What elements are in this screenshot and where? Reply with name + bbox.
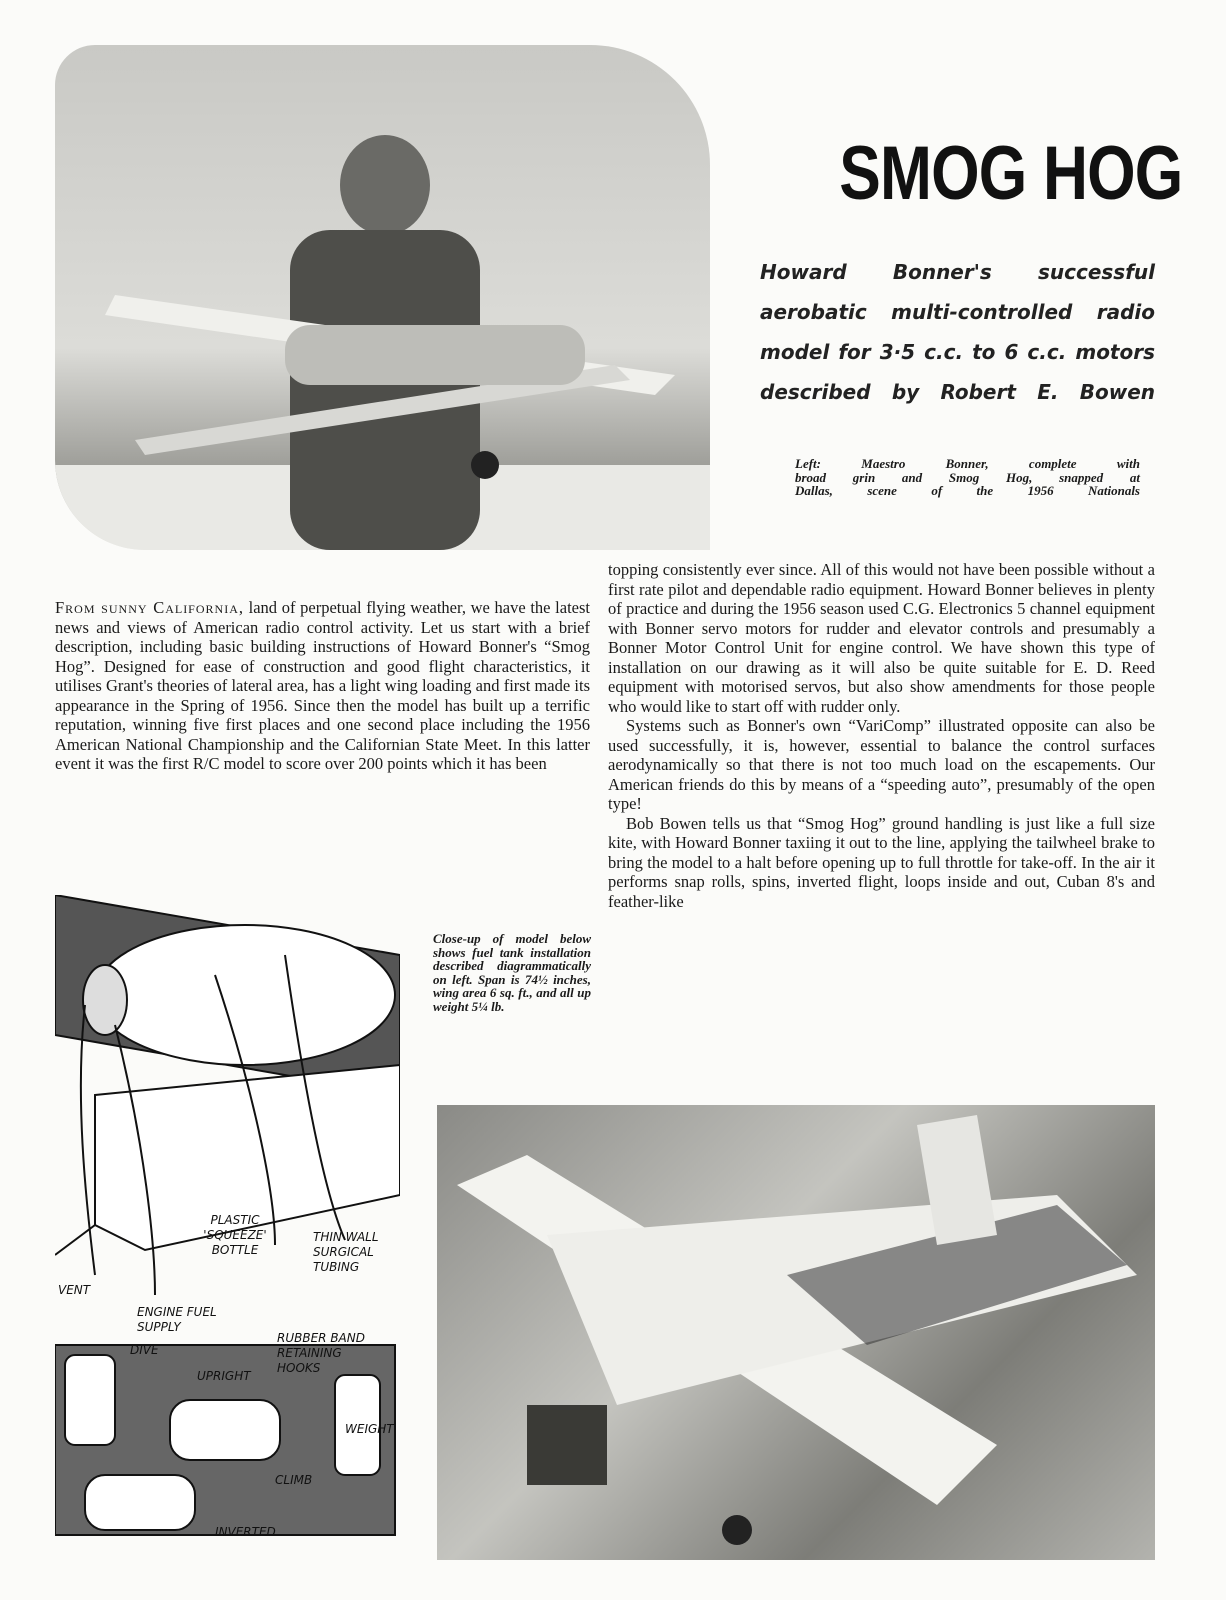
label-tubing: THIN WALL SURGICAL TUBING xyxy=(313,1230,379,1274)
caption-line: Left: Maestro Bonner, complete with xyxy=(795,456,1140,471)
model-closeup-illustration xyxy=(437,1105,1155,1560)
label-weight: WEIGHT xyxy=(345,1422,394,1436)
left-column-text xyxy=(55,598,590,774)
label-fuel-supply: ENGINE FUEL SUPPLY xyxy=(137,1305,217,1334)
diagram-caption: Close-up of model below shows fuel tank installation described diagrammatically on left. Span is 74½ inches, wing area 6 sq. ft., and all up weight 5¼ lb. xyxy=(433,931,591,1014)
label-dive: DIVE xyxy=(130,1343,159,1357)
subtitle-line: Howard Bonner's successful xyxy=(760,260,1155,284)
caption-line: Dallas, scene of the 1956 Nationals xyxy=(795,483,1140,498)
label-upright: UPRIGHT xyxy=(197,1369,251,1383)
article-title: SMOG HOG xyxy=(839,131,1183,216)
lead-in: From sunny California, xyxy=(55,598,244,617)
label-inverted: INVERTED xyxy=(215,1525,276,1539)
photo-pilot-with-model xyxy=(55,45,710,550)
label-bottle: PLASTIC 'SQUEEZE' BOTTLE xyxy=(203,1213,267,1257)
photo-pilot-illustration xyxy=(55,45,710,550)
fuel-tank-diagram xyxy=(55,895,400,1545)
top-photo-caption xyxy=(795,457,1140,498)
label-vent: VENT xyxy=(58,1283,91,1297)
right-column-text xyxy=(608,560,1155,911)
paragraph: Systems such as Bonner's own “VariComp” illustrated opposite can also be used successfully, it is, however, essential to balance the control surfaces aerodynamically so that there is not too much load on the escapements. Our American friends do this by means of a “speeding auto”, presumably of the open type! xyxy=(608,716,1155,813)
label-climb: CLIMB xyxy=(275,1473,313,1487)
photo-model-closeup xyxy=(437,1105,1155,1560)
label-hooks: RUBBER BAND RETAINING HOOKS xyxy=(277,1331,365,1375)
subtitle-line: described by Robert E. Bowen xyxy=(760,380,1155,404)
subtitle-line: model for 3·5 c.c. to 6 c.c. motors xyxy=(760,340,1155,364)
body-text: land of perpetual flying weather, we have the latest news and views of American radio control activity. Let us start with a brief description, including basic building instructions of Howard Bonner's “Smog Hog”. Designed for ease of construction and good flight characteristics, it utilises Grant's theories of lateral area, has a light wing loading and first made its appearance in the Spring of 1956. Since then the model has built up a terrific reputation, winning five first places and one second place including the 1956 American National Championship and the Californian State Meet. In this latter event it was the first R/C model to score over 200 points which it has been xyxy=(55,598,590,773)
article-subtitle xyxy=(760,252,1155,412)
caption-line: broad grin and Smog Hog, snapped at xyxy=(795,469,1140,485)
paragraph: Bob Bowen tells us that “Smog Hog” ground handling is just like a full size kite, with Howard Bonner taxiing it out to the line, applying the tailwheel brake to bring the model to a halt before opening up to full throttle for take-off. In the air it performs snap rolls, spins, inverted flight, loops inside and out, Cuban 8's and feather-like xyxy=(608,813,1155,911)
subtitle-line: aerobatic multi-controlled radio xyxy=(760,300,1155,324)
paragraph: topping consistently ever since. All of this would not have been possible without a first rate pilot and dependable radio equipment. Howard Bonner believes in plenty of practice and during the 1956 season used C.G. Electronics 5 channel equipment with Bonner servo motors for rudder and elevator controls and presumably a Bonner Motor Control Unit for engine control. We have shown this type of installation on our drawing as it will also be quite suitable for E. D. Reed equipment with motorised servos, but also show amendments for those people who would like to start off with rudder only. xyxy=(608,560,1155,716)
